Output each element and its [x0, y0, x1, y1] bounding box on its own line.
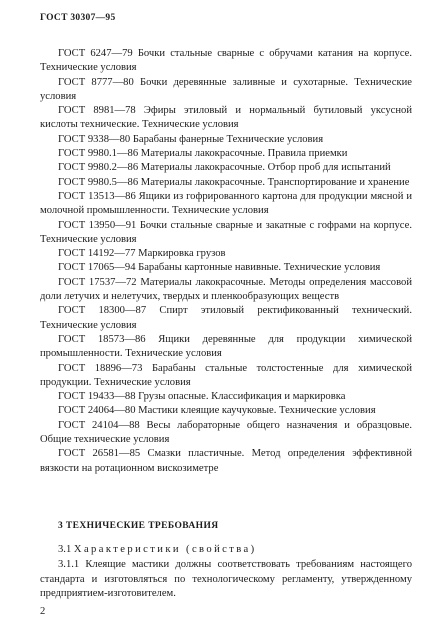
reference-item: ГОСТ 18573—86 Ящики деревянные для продукции химической промышленности. Технические условия: [40, 333, 412, 360]
reference-item: ГОСТ 24104—88 Весы лабораторные общего назначения и образцовые. Общие технические условия: [40, 419, 412, 446]
reference-item: ГОСТ 24064—80 Мастики клеящие каучуковые. Технические условия: [58, 405, 376, 417]
reference-item: ГОСТ 13513—86 Ящики из гофрированного картона для продукции мясной и молочной промышленности. Технические условия: [40, 190, 412, 217]
subsection-title: Характеристики (свойства): [73, 544, 257, 555]
reference-item: ГОСТ 18300—87 Спирт этиловый ректификованный технический. Технические условия: [40, 305, 412, 331]
reference-item: ГОСТ 8981—78 Эфиры этиловый и нормальный бутиловый уксусной кислоты технические. Технические условия: [40, 105, 412, 131]
reference-item: ГОСТ 19433—88 Грузы опасные. Классификация и маркировка: [58, 391, 346, 403]
section-title: 3 ТЕХНИЧЕСКИЕ ТРЕБОВАНИЯ: [58, 521, 219, 531]
reference-item: ГОСТ 9980.2—86 Материалы лакокрасочные. Отбор проб для испытаний: [58, 162, 391, 174]
reference-item: ГОСТ 14192—77 Маркировка грузов: [58, 248, 226, 260]
reference-item: ГОСТ 9980.1—86 Материалы лакокрасочные. Правила приемки: [58, 148, 348, 160]
reference-item: ГОСТ 6247—79 Бочки стальные сварные с обручами катания на корпусе. Технические условия: [40, 48, 412, 74]
page-number: 2: [40, 606, 46, 617]
subsection-heading: [40, 543, 412, 557]
reference-item: ГОСТ 8777—80 Бочки деревянные заливные и сухотарные. Технические условия: [40, 76, 412, 102]
reference-item: ГОСТ 17537—72 Материалы лакокрасочные. Методы определения массовой доли летучих и нелетучих, твердых и пленкообразующих веществ: [40, 276, 412, 303]
subsection-number: 3.1: [58, 544, 72, 555]
reference-item: ГОСТ 9980.5—86 Материалы лакокрасочные. Транспортирование и хранение: [58, 176, 410, 188]
reference-item: ГОСТ 26581—85 Смазки пластичные. Метод определения эффективной вязкости на ротационном вискозиметре: [40, 448, 412, 474]
section-body: [40, 543, 412, 601]
references-list: [40, 47, 412, 476]
reference-item: ГОСТ 18896—73 Барабаны стальные толстостенные для химической продукции. Технические условия: [40, 362, 412, 388]
document-header: ГОСТ 30307—95: [40, 13, 116, 23]
paragraph: 3.1.1 Клеящие мастики должны соответствовать требованиям настоящего стандарта и изготовляться по технологическому регламенту, утвержденному предприятием-изготовителем.: [40, 559, 412, 599]
reference-item: ГОСТ 17065—94 Барабаны картонные навивные. Технические условия: [58, 262, 381, 274]
reference-item: ГОСТ 9338—80 Барабаны фанерные Технические условия: [58, 133, 324, 145]
reference-item: ГОСТ 13950—91 Бочки стальные сварные и закатные с гофрами на корпусе. Технические условия: [40, 219, 412, 245]
